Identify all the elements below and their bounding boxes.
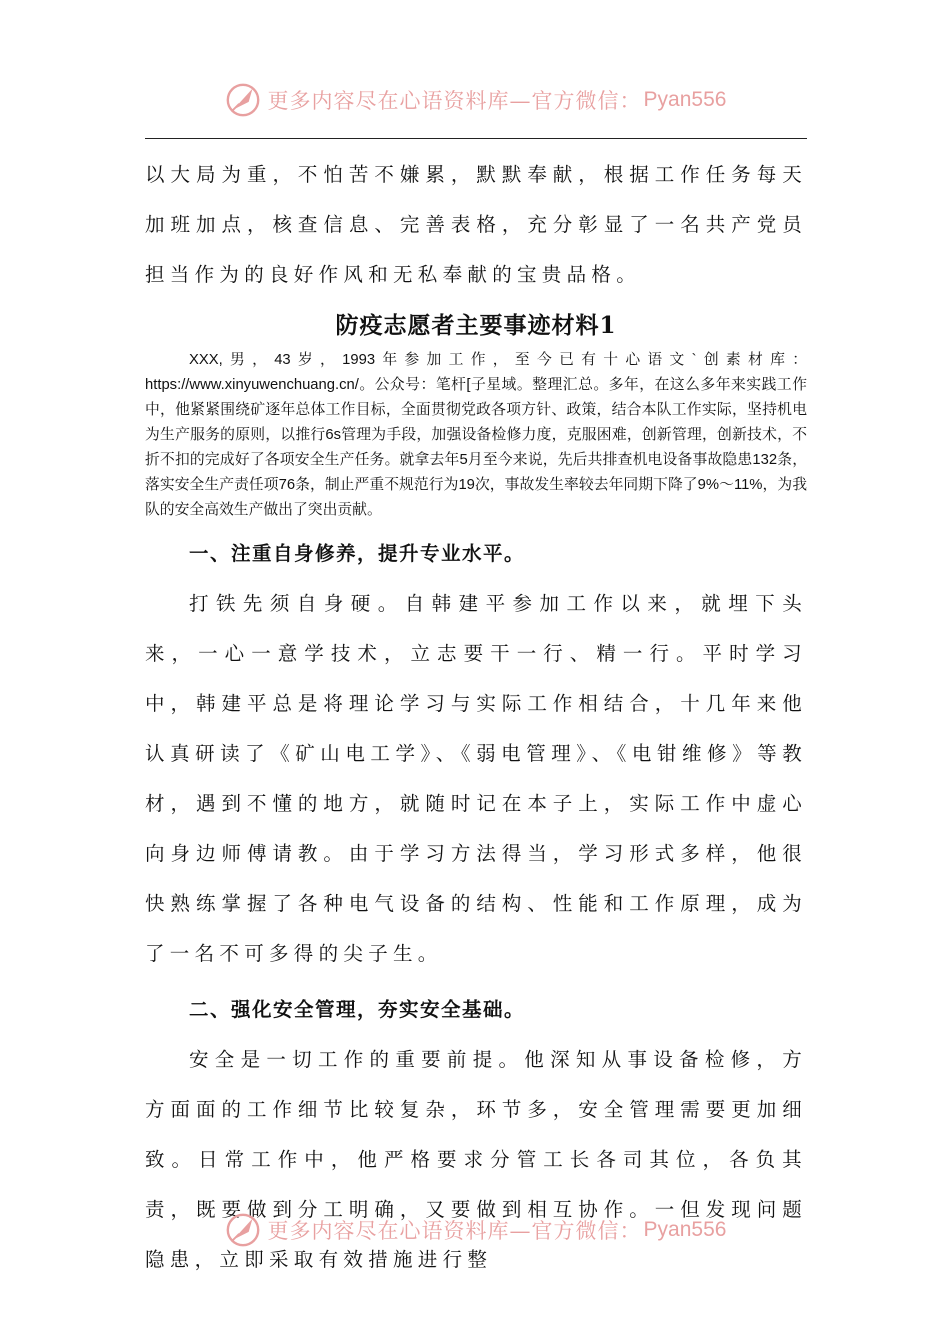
banner-wechat-id: Pyan556 [643, 1218, 727, 1241]
section1-heading: 一、注重自身修养，提升专业水平。 [189, 542, 526, 565]
section1-paragraph: 打铁先须自身硬。自韩建平参加工作以来，就埋下头来，一心一意学技术，立志要干一行、精一行。平时学习中，韩建平总是将理论学习与实际工作相结合，十几年来他认真研读了《矿山电工学》、《弱电管理》、《电钳维修》等教材，遇到不懂的地方，就随时记在本子上，实际工作中虚心向身边师傅请教。由于学习方法得当，学习形式多样，他很快熟练掌握了各种电气设备的结构、性能和工作原理，成为了一名不可多得的尖子生。 [145, 592, 807, 965]
section2-paragraph: 安全是一切工作的重要前提。他深知从事设备检修，方方面面的工作细节比较复杂，环节多，安全管理需要更加细致。日常工作中，他严格要求分管工长各司其位，各负其责，既要做到分工明确，又要做到相互协作。一但发现问题隐患，立即采取有效措施进行整 [145, 1048, 807, 1271]
quill-logo-icon [224, 1211, 262, 1249]
banner-wechat-id: Pyan556 [643, 88, 727, 111]
banner-text: 更多内容尽在心语资料库—官方微信： [267, 1219, 642, 1243]
quill-logo-icon [224, 81, 262, 119]
banner-text: 更多内容尽在心语资料库—官方微信： [267, 89, 642, 113]
intro-paragraph: 以大局为重，不怕苦不嫌累，默默奉献，根据工作任务每天加班加点，核查信息、完善表格，充分彰显了一名共产党员担当作为的良好作风和无私奉献的宝贵品格。 [145, 163, 807, 286]
section2-heading: 二、强化安全管理，夯实安全基础。 [189, 998, 526, 1021]
summary-paragraph: XXX,男，43岁，1993年参加工作，至今已有十心语文`创素材库：https://www.xinyuwenchuang.cn/。公众号：笔杆[子星域。整理汇总。多年，在这么多年来实践工作中，他紧紧围绕矿逐年总体工作目标，全面贯彻党政各项方针、政策，结合本队工作实际，坚持机电为生产服务的原则，以推行6s管理为手段，加强设备检修力度，克服困难，创新管理，创新技术，不折不扣的完成好了各项安全生产任务。就拿去年5月至今来说，先后共排查机电设备事故隐患132条，落实安全生产责任项76条，制止严重不规范行为19次，事故发生率较去年同期下降了9%～11%，为我队的安全高效生产做出了突出贡献。 [145, 352, 807, 518]
document-title: 防疫志愿者主要事迹材料1 [335, 312, 617, 339]
header-watermark-banner [0, 76, 950, 124]
footer-watermark-banner [0, 1206, 950, 1254]
header-divider [145, 138, 807, 139]
document-body [145, 150, 807, 1285]
